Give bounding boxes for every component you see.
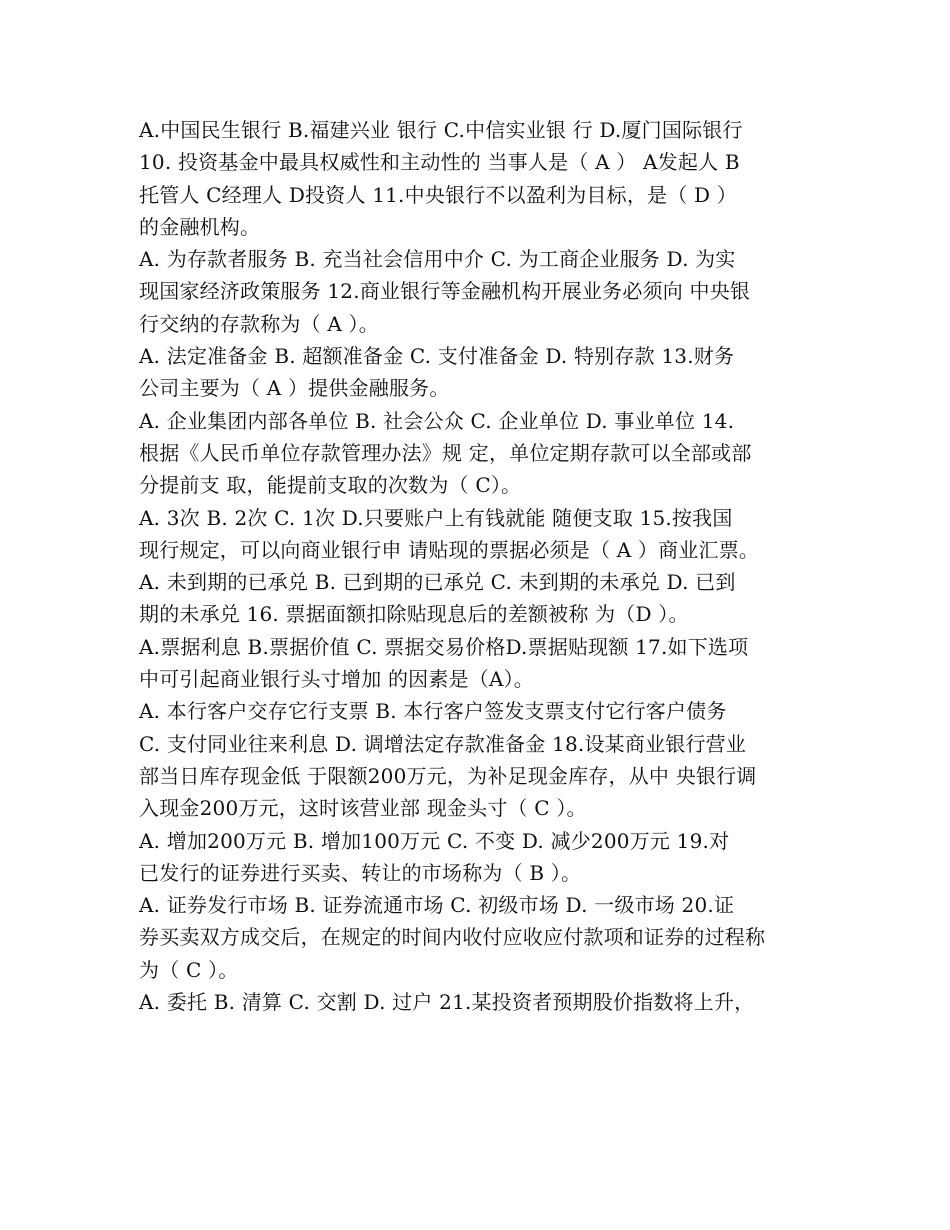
text-line-13: A. 3次 B. 2次 C. 1次 D.只要账户上有钱就能 随便支取 15.按我国 xyxy=(139,505,733,530)
text-line-28: A. 委托 B. 清算 C. 交割 D. 过户 21.某投资者预期股价指数将上升， xyxy=(139,990,755,1015)
text-line-12: 分提前支 取，能提前支取的次数为（ C）。 xyxy=(139,473,522,498)
text-line-17: A.票据利息 B.票据价值 C. 票据交易价格D.票据贴现额 17.如下选项 xyxy=(139,634,749,659)
text-line-10: A. 企业集团内部各单位 B. 社会公众 C. 企业单位 D. 事业单位 14. xyxy=(139,408,735,433)
text-line-26: 券买卖双方成交后，在规定的时间内收付应收应付款项和证券的过程称 xyxy=(139,925,766,950)
text-line-5: A. 为存款者服务 B. 充当社会信用中介 C. 为工商企业服务 D. 为实 xyxy=(139,247,736,272)
text-line-24: 已发行的证券进行买卖、转让的市场称为（ B ）。 xyxy=(139,860,582,885)
text-line-25: A. 证券发行市场 B. 证券流通市场 C. 初级市场 D. 一级市场 20.证 xyxy=(139,893,735,918)
text-line-4: 的金融机构。 xyxy=(139,214,261,239)
text-line-7: 行交纳的存款称为（ A ）。 xyxy=(139,311,379,336)
text-line-14: 现行规定，可以向商业银行申 请贴现的票据必须是（ A ）商业汇票。 xyxy=(139,537,760,562)
text-line-22: 入现金200万元，这时该营业部 现金头寸（ C ）。 xyxy=(139,796,587,821)
text-line-3: 托管人 C经理人 D投资人 11.中央银行不以盈利为目标，是（ D ） xyxy=(139,182,737,207)
text-line-27: 为（ C ）。 xyxy=(139,957,239,982)
text-line-2: 10. 投资基金中最具权威性和主动性的 当事人是（ A ） A发起人 B xyxy=(139,150,740,175)
text-line-21: 部当日库存现金低 于限额200万元，为补足现金库存，从中 央银行调 xyxy=(139,763,757,788)
text-line-9: 公司主要为（ A ）提供金融服务。 xyxy=(139,376,450,401)
text-line-16: 期的未承兑 16. 票据面额扣除贴现息后的差额被称 为（D ）。 xyxy=(139,602,689,627)
text-line-18: 中可引起商业银行头寸增加 的因素是（A）。 xyxy=(139,667,535,692)
text-line-20: C. 支付同业往来利息 D. 调增法定存款准备金 18.设某商业银行营业 xyxy=(139,731,747,756)
document-body xyxy=(139,114,819,1018)
text-line-8: A. 法定准备金 B. 超额准备金 C. 支付准备金 D. 特别存款 13.财务 xyxy=(139,344,735,369)
text-line-19: A. 本行客户交存它行支票 B. 本行客户签发支票支付它行客户债务 xyxy=(139,699,727,724)
text-line-1: A.中国民生银行 B.福建兴业 银行 C.中信实业银 行 D.厦门国际银行 xyxy=(139,118,743,142)
text-line-11: 根据《人民币单位存款管理办法》规 定，单位定期存款可以全部或部 xyxy=(139,440,752,465)
text-line-15: A. 未到期的已承兑 B. 已到期的已承兑 C. 未到期的未承兑 D. 已到 xyxy=(139,570,736,595)
text-line-6: 现国家经济政策服务 12.商业银行等金融机构开展业务必须向 中央银 xyxy=(139,279,751,304)
text-line-23: A. 增加200万元 B. 增加100万元 C. 不变 D. 减少200万元 19.对 xyxy=(139,828,730,853)
